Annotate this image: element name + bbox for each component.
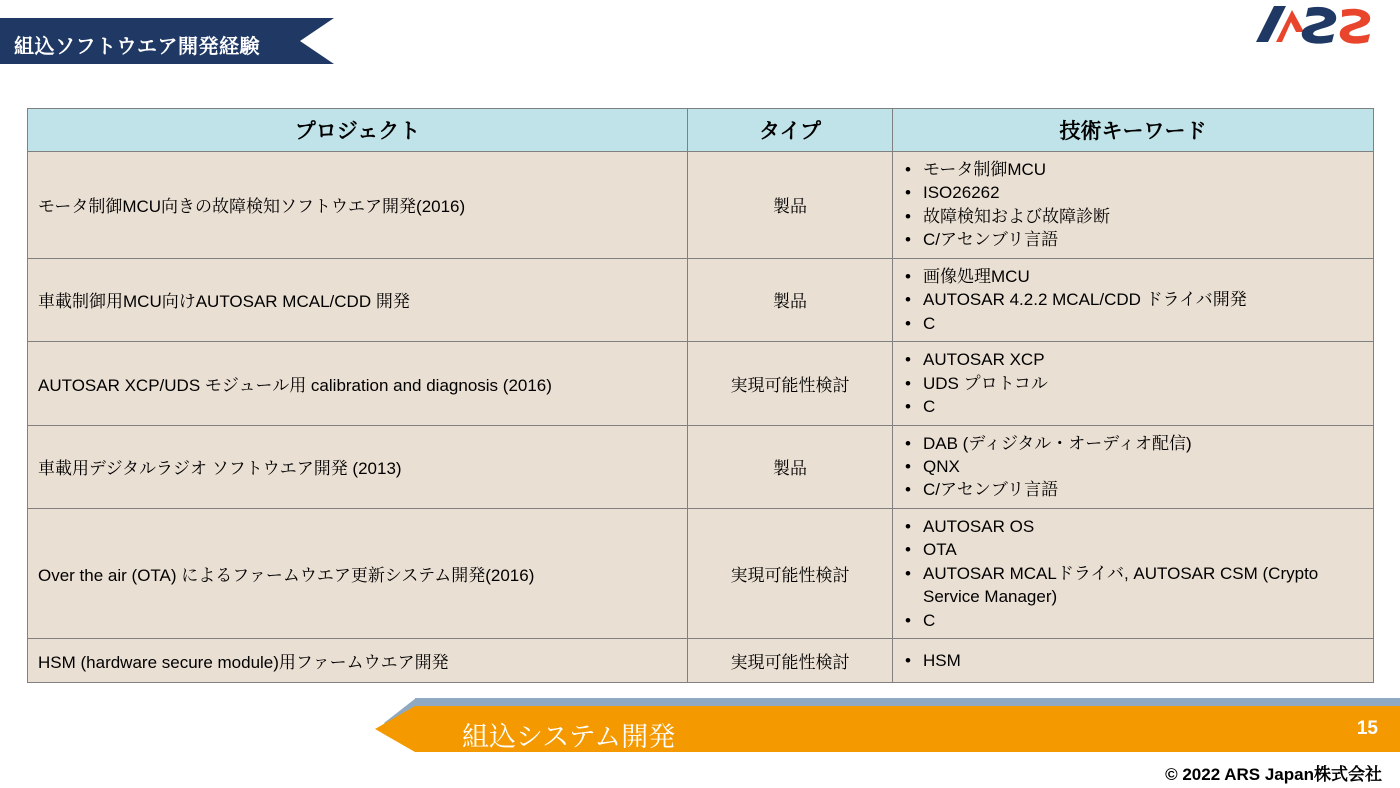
table-row: [28, 639, 1374, 683]
page-title: 組込ソフトウエア開発経験: [14, 36, 260, 58]
cell-project: HSM (hardware secure module)用ファームウエア開発: [28, 639, 688, 683]
table-row: [28, 508, 1374, 638]
table-header-row: [28, 109, 1374, 152]
keyword-item: • HSM: [921, 649, 1363, 672]
cell-project: 車載制御用MCU向けAUTOSAR MCAL/CDD 開発: [28, 258, 688, 341]
copyright-notice: © 2022 ARS Japan株式会社: [1165, 765, 1382, 784]
cell-keywords: [893, 258, 1374, 341]
cell-type: 製品: [688, 258, 893, 341]
cell-keywords: [893, 425, 1374, 508]
keyword-item: • 画像処理MCU: [921, 265, 1363, 288]
keyword-item: • AUTOSAR XCP: [921, 348, 1363, 371]
cell-type: 製品: [688, 425, 893, 508]
footer-band-front-arrow: [375, 706, 415, 752]
table-row: [28, 342, 1374, 425]
keyword-item: • モータ制御MCU: [921, 158, 1363, 181]
table-row: [28, 152, 1374, 259]
page-number: 15: [1356, 718, 1378, 739]
keyword-item: • C: [921, 395, 1363, 418]
cell-type: 実現可能性検討: [688, 508, 893, 638]
keyword-item: • C: [921, 312, 1363, 335]
cell-keywords: [893, 342, 1374, 425]
column-header-keywords: 技術キーワード: [893, 109, 1374, 152]
ars-logo: [1252, 2, 1382, 50]
column-header-project: プロジェクト: [28, 109, 688, 152]
projects-table-wrapper: [27, 108, 1373, 683]
cell-project: 車載用デジタルラジオ ソフトウエア開発 (2013): [28, 425, 688, 508]
column-header-type: タイプ: [688, 109, 893, 152]
keyword-item: • C: [921, 609, 1363, 632]
keyword-item: • C/アセンブリ言語: [921, 478, 1363, 501]
cell-project: モータ制御MCU向きの故障検知ソフトウエア開発(2016): [28, 152, 688, 259]
cell-keywords: [893, 508, 1374, 638]
table-row: [28, 258, 1374, 341]
cell-type: 実現可能性検討: [688, 342, 893, 425]
keyword-item: • AUTOSAR 4.2.2 MCAL/CDD ドライバ開発: [921, 288, 1363, 311]
keyword-item: • UDS プロトコル: [921, 372, 1363, 395]
footer-banner-label: 組込システム開発: [462, 722, 676, 752]
keyword-item: • C/アセンブリ言語: [921, 228, 1363, 251]
keyword-item: • AUTOSAR MCALドライバ, AUTOSAR CSM (Crypto Service Manager): [921, 562, 1363, 609]
cell-keywords: [893, 639, 1374, 683]
cell-type: 製品: [688, 152, 893, 259]
cell-type: 実現可能性検討: [688, 639, 893, 683]
keyword-item: • 故障検知および故障診断: [921, 205, 1363, 228]
projects-table: [27, 108, 1374, 683]
keyword-item: • QNX: [921, 455, 1363, 478]
keyword-item: • DAB (ディジタル・オーディオ配信): [921, 432, 1363, 455]
cell-project: AUTOSAR XCP/UDS モジュール用 calibration and diagnosis (2016): [28, 342, 688, 425]
keyword-item: • ISO26262: [921, 181, 1363, 204]
cell-project: Over the air (OTA) によるファームウエア更新システム開発(2016): [28, 508, 688, 638]
cell-keywords: [893, 152, 1374, 259]
table-row: [28, 425, 1374, 508]
keyword-item: • AUTOSAR OS: [921, 515, 1363, 538]
keyword-item: • OTA: [921, 538, 1363, 561]
